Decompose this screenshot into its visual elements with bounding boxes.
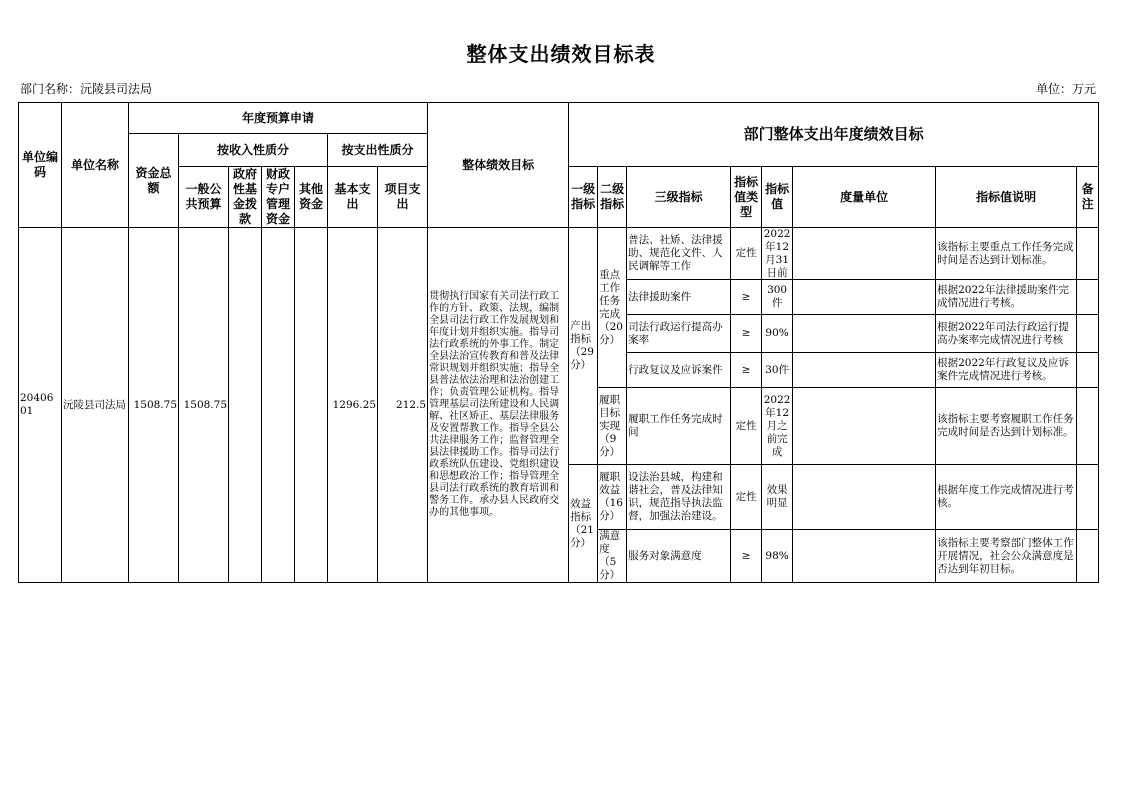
indicator-remark	[1077, 228, 1099, 280]
header-total-funds: 资金总额	[129, 134, 179, 228]
indicator-level3: 履职工作任务完成时间	[627, 388, 731, 465]
indicator-type: ≥	[731, 280, 762, 315]
cell-total-funds: 1508.75	[129, 228, 179, 583]
page-title: 整体支出绩效目标表	[466, 42, 656, 66]
indicator-type: ≥	[731, 315, 762, 353]
indicator-remark	[1077, 315, 1099, 353]
header-by-expense: 按支出性质分	[328, 134, 428, 167]
level1-benefit: 效益指标（21分）	[569, 465, 598, 583]
header-level1: 一级指标	[569, 167, 598, 228]
indicator-desc: 根据2022年司法行政运行提高办案率完成情况进行考核	[936, 315, 1077, 353]
indicator-type: 定性	[731, 388, 762, 465]
indicator-level3: 行政复议及应诉案件	[627, 353, 731, 388]
header-project-expense: 项目支出	[378, 167, 428, 228]
indicator-measure	[793, 280, 936, 315]
cell-special-fund	[262, 228, 295, 583]
cell-project-expense: 212.5	[378, 228, 428, 583]
header-value-desc: 指标值说明	[936, 167, 1077, 228]
indicator-measure	[793, 315, 936, 353]
indicator-desc: 该指标主要考察履职工作任务完成时间是否达到计划标准。	[936, 388, 1077, 465]
header-special-fund: 财政专户管理资金	[262, 167, 295, 228]
header-overall-goal: 整体绩效目标	[428, 103, 569, 228]
indicator-value: 效果明显	[762, 465, 793, 530]
indicator-desc: 根据2022年法律援助案件完成情况进行考核。	[936, 280, 1077, 315]
table-row	[19, 228, 1099, 280]
header-gov-fund: 政府性基金拨款	[229, 167, 262, 228]
indicator-remark	[1077, 530, 1099, 583]
indicator-measure	[793, 353, 936, 388]
cell-overall-goal: 贯彻执行国家有关司法行政工作的方针、政策、法规，编制全县司法行政工作发展规划和年度计划并组织实施。指导司法行政系统的外事工作。制定全县法治宣传教育和普及法律常识规划并组织实施；指导全县普法依法治理和法治创建工作；负责管理公证机构。指导管理基层司法所建设和人民调解、社区矫正、基层法律服务及安置帮教工作。指导全县公共法律服务工作；监督管理全县法律援助工作。指导司法行政系统队伍建设、党组织建设和思想政治工作；指导管理全县司法行政系统的教育培训和警务工作。承办县人民政府交办的其他事项。	[428, 228, 569, 583]
header-level2: 二级指标	[598, 167, 627, 228]
cell-basic-expense: 1296.25	[328, 228, 378, 583]
level2-duty-goals: 履职目标实现（9分）	[598, 388, 627, 465]
header-value-type: 指标值类型	[731, 167, 762, 228]
indicator-value: 98%	[762, 530, 793, 583]
indicator-value	[762, 228, 793, 280]
indicator-remark	[1077, 353, 1099, 388]
header-value: 指标值	[762, 167, 793, 228]
indicator-desc: 根据年度工作完成情况进行考核。	[936, 465, 1077, 530]
indicator-remark	[1077, 465, 1099, 530]
header-basic-expense: 基本支出	[328, 167, 378, 228]
indicator-level3: 普法、社矫、法律援助、规范化文件、人民调解等工作	[627, 228, 731, 280]
header-other-funds: 其他资金	[295, 167, 328, 228]
department-name: 部门名称：沅陵县司法局	[20, 82, 153, 96]
indicator-value: 90%	[762, 315, 793, 353]
header-level3: 三级指标	[627, 167, 731, 228]
indicator-type: ≥	[731, 530, 762, 583]
header-general-budget: 一般公共预算	[179, 167, 229, 228]
header-unit-code: 单位编码	[19, 103, 62, 228]
header-by-income: 按收入性质分	[179, 134, 328, 167]
header-annual-budget: 年度预算申请	[129, 103, 428, 134]
indicator-value: 30件	[762, 353, 793, 388]
level2-satisfaction: 满意度（5分）	[598, 530, 627, 583]
cell-general-budget: 1508.75	[179, 228, 229, 583]
indicator-value: 2022年12月之前完成	[762, 388, 793, 465]
indicator-remark	[1077, 280, 1099, 315]
cell-unit-code: 2040601	[19, 228, 62, 583]
indicator-level3: 服务对象满意度	[627, 530, 731, 583]
indicator-measure	[793, 388, 936, 465]
indicator-level3: 法律援助案件	[627, 280, 731, 315]
indicator-measure	[793, 530, 936, 583]
performance-table	[18, 102, 1099, 583]
indicator-type: 定性	[731, 465, 762, 530]
cell-unit-name: 沅陵县司法局	[62, 228, 129, 583]
header-measure-unit: 度量单位	[793, 167, 936, 228]
indicator-level3: 设法治县城，构建和谐社会，普及法律知识，规范指导执法监督，加强法治建设。	[627, 465, 731, 530]
indicator-measure	[793, 465, 936, 530]
indicator-type: 定性	[731, 228, 762, 280]
header-dept-goal: 部门整体支出年度绩效目标	[569, 103, 1099, 167]
indicator-type: ≥	[731, 353, 762, 388]
indicator-remark	[1077, 388, 1099, 465]
header-unit-name: 单位名称	[62, 103, 129, 228]
indicator-desc: 该指标主要重点工作任务完成时间是否达到计划标准。	[936, 228, 1077, 280]
level2-duty-benefit: 履职效益（16分）	[598, 465, 627, 530]
currency-unit: 单位：万元	[1035, 82, 1096, 96]
indicator-value-text: 2022年12月31日前	[763, 228, 791, 278]
indicator-desc: 根据2022年行政复议及应诉案件完成情况进行考核。	[936, 353, 1077, 388]
indicator-level3: 司法行政运行提高办案率	[627, 315, 731, 353]
cell-gov-fund	[229, 228, 262, 583]
indicator-desc: 该指标主要考察部门整体工作开展情况，社会公众满意度是否达到年初目标。	[936, 530, 1077, 583]
cell-other-funds	[295, 228, 328, 583]
indicator-value: 300件	[762, 280, 793, 315]
level1-output: 产出指标（29分）	[569, 228, 598, 465]
indicator-measure	[793, 228, 936, 280]
level2-key-tasks: 重点工作任务完成（20分）	[598, 228, 627, 388]
header-remark: 备注	[1077, 167, 1099, 228]
